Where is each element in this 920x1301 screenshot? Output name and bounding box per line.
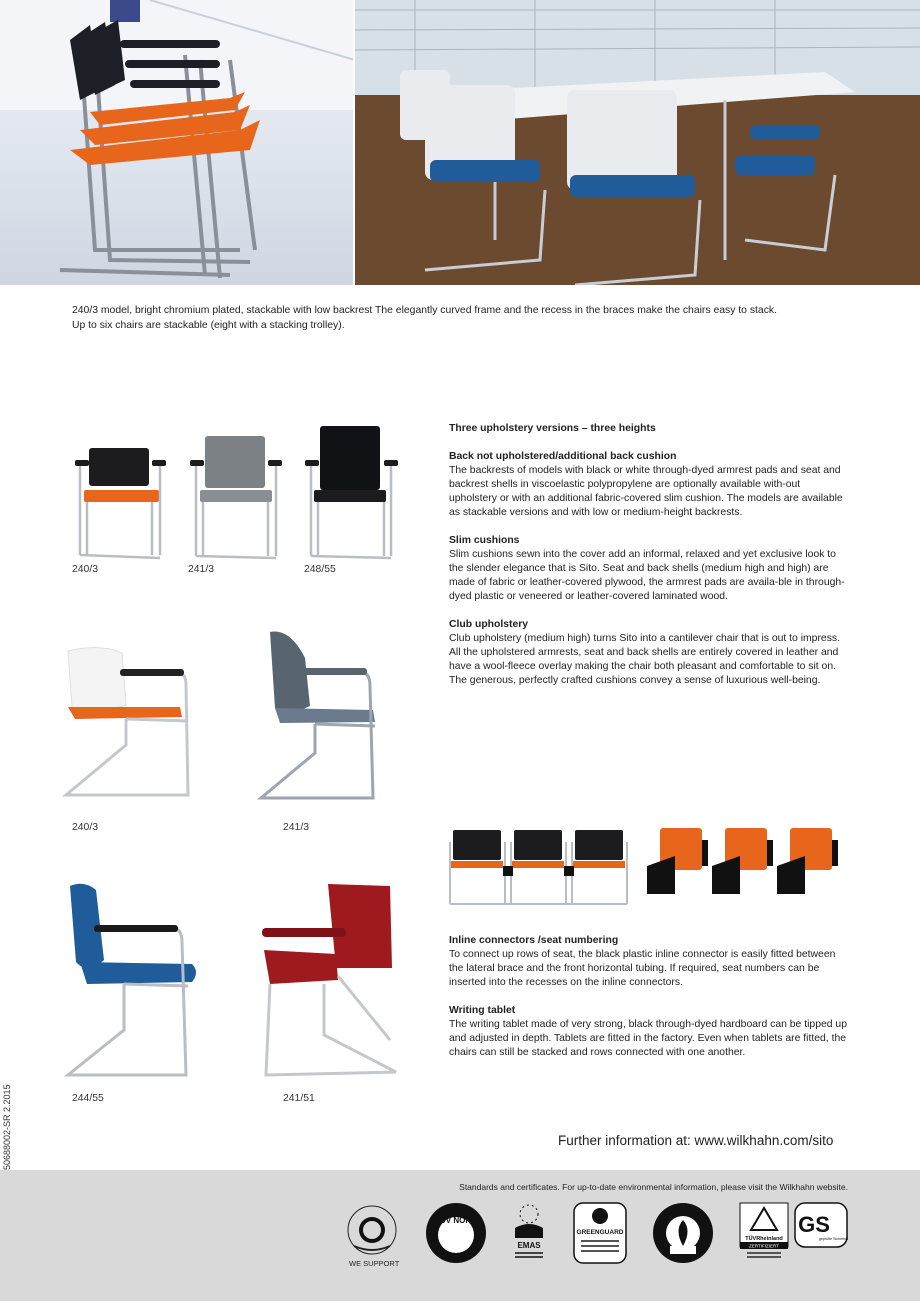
tuv-nord-logo-text: TÜV NORD [435,1216,477,1225]
section-heading: Writing tablet [449,1005,516,1016]
tuv-rheinland-sub: ZERTIFIZIERT [749,1243,779,1249]
hero-caption [72,303,832,333]
chair-label-240-3-small: 240/3 [72,564,99,575]
caption-line-2: Up to six chairs are stackable (eight with a stacking trolley). [72,320,345,331]
gs-logo-sub: geprüfte Sicherheit [818,1237,848,1241]
tuv-nord-logo [425,1202,487,1269]
chair-image-241-3-mid [255,628,385,806]
chair-label-248-55-small: 248/55 [304,564,336,575]
inline-connector-image [447,828,630,908]
tuv-rheinland-logo-text: TÜVRheinland [745,1236,783,1242]
chair-image-240-3-mid [60,645,195,805]
chair-label-241-3-small: 241/3 [188,564,215,575]
usgbc-leed-logo [652,1202,714,1269]
global-compact-logo [342,1202,402,1265]
writing-tablet-image [645,826,840,896]
tuv-rheinland-logo [739,1202,789,1269]
section-heading: Inline connectors /seat numbering [449,935,619,946]
further-information-link[interactable]: Further information at: www.wilkhahn.com/sito [558,1133,834,1148]
section-heading: Back not upholstered/additional back cushion [449,451,677,462]
caption-line-1: 240/3 model, bright chromium plated, stackable with low backrest The elegantly curved frame and the recess in the braces make the chairs easy to stack. [72,305,777,316]
chair-label-241-51: 241/51 [283,1093,315,1104]
we-support-label: WE SUPPORT [349,1259,400,1268]
greenguard-logo-text: GREENGUARD [576,1229,624,1236]
footer-certificates [0,1170,920,1301]
chair-image-244-55 [62,880,202,1085]
footer-text: Standards and certificates. For up-to-date environmental information, please visit the Wilkhahn website. [459,1182,848,1192]
section-heading: Slim cushions [449,535,520,546]
emas-logo-text: EMAS [517,1241,541,1250]
upholstery-title: Three upholstery versions – three heights [449,423,656,434]
chair-image-248-55-small [304,424,399,564]
chair-image-241-51 [258,880,403,1085]
hero-photo-stacked-chairs [0,0,355,285]
section-body: The backrests of models with black or white through-dyed armrest pads and seat and backrest shells in viscoelastic polypropylene are optionally available with-out upholstery or with an additional fabric-covered slim cushion. The models are available as stackable versions and with low or medium-height backrests. [449,465,843,518]
upholstery-text-column [449,422,849,702]
hero-photo [0,0,920,285]
greenguard-logo [573,1202,627,1269]
emas-logo [505,1202,553,1269]
chair-label-244-55: 244/55 [72,1093,104,1104]
document-code: 50688002-SR 2.2015 [2,1084,12,1170]
connector-text-column [449,934,849,1074]
chair-label-240-3-mid: 240/3 [72,822,99,833]
gs-logo-text: GS [798,1212,830,1237]
section-body: The writing tablet made of very strong, black through-dyed hardboard can be tipped up and adjusted in depth. Tablets are fitted in the factory. Even when tablets are fitted, the chairs can still be stacked and rows connected with one another. [449,1019,847,1058]
chair-image-241-3-small [188,434,283,564]
chair-label-241-3-mid: 241/3 [283,822,310,833]
section-body: Slim cushions sewn into the cover add an informal, relaxed and yet exclusive look to the slender elegance that is Sito. Seat and back shells (medium high and high) are made of fabric or leather-covered plywood, the armrest pads are availa-ble in through-dyed plastic or veneered or leather-covered laminated wood. [449,549,845,602]
section-heading: Club upholstery [449,619,529,630]
section-body: Club upholstery (medium high) turns Sito into a cantilever chair that is out to impress. All the upholstered armrests, seat and back shells are entirely covered in leather and have a wool-fleece overlay making the chair both pleasant and comfortable to sit on. The generous, perfectly crafted cushions convey a sense of luxurious well-being. [449,633,840,686]
gs-logo [794,1202,848,1253]
hero-photo-conference-room [355,0,920,285]
section-body: To connect up rows of seat, the black plastic inline connector is easily fitted between the lateral brace and the front horizontal tubing. If required, seat numbers can be inserted into the recesses on the inline connectors. [449,949,836,988]
chair-image-240-3-small [72,440,167,565]
